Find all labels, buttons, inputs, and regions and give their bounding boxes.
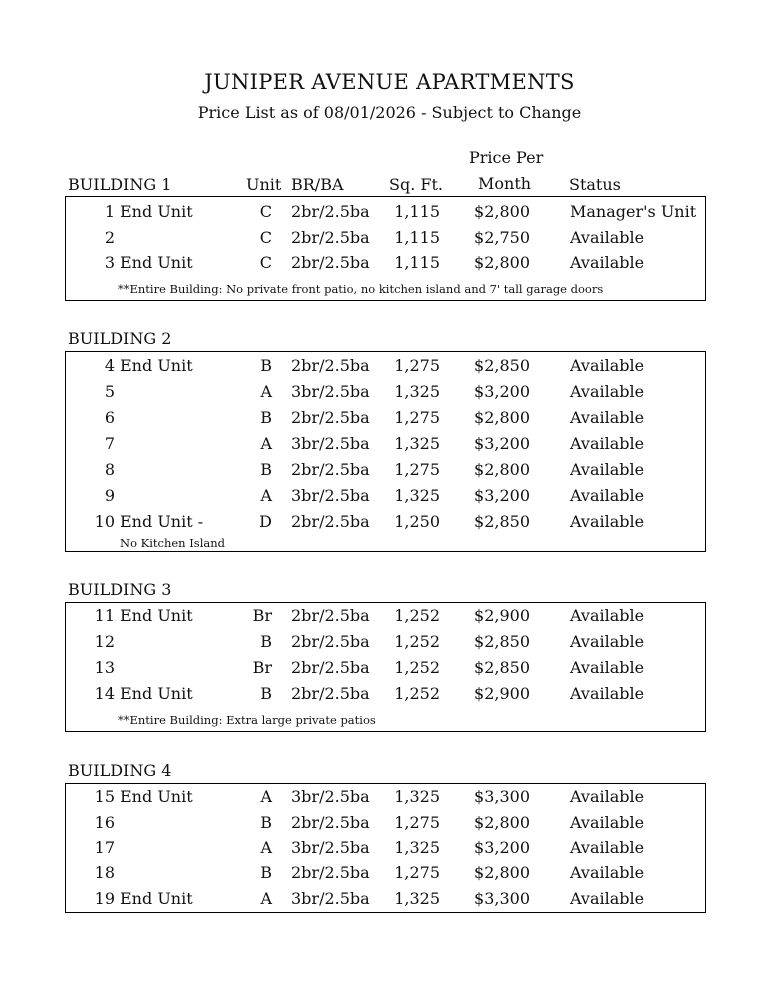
unit-price: $3,300 — [474, 787, 530, 806]
unit-sqft: 1,275 — [394, 863, 440, 882]
table-row — [66, 863, 705, 885]
unit-type: B — [260, 632, 272, 651]
unit-type: B — [260, 356, 272, 375]
unit-brba: 2br/2.5ba — [291, 863, 370, 882]
unit-number: 4 — [104, 356, 115, 375]
unit-price: $2,850 — [474, 658, 530, 677]
table-row — [66, 202, 705, 224]
unit-status: Available — [570, 512, 645, 531]
unit-description: End Unit — [120, 202, 193, 221]
unit-number: 2 — [104, 228, 115, 247]
header-price-line1: Price Per — [469, 148, 544, 167]
unit-description: End Unit - — [120, 512, 204, 531]
unit-type: B — [260, 408, 272, 427]
unit-brba: 2br/2.5ba — [291, 813, 370, 832]
unit-sqft: 1,115 — [394, 253, 440, 272]
unit-number: 8 — [104, 460, 115, 479]
unit-type: C — [259, 253, 272, 272]
table-row — [66, 813, 705, 835]
unit-type: Br — [252, 658, 272, 677]
unit-type: D — [259, 512, 272, 531]
unit-sqft: 1,252 — [394, 684, 440, 703]
table-row — [66, 408, 705, 430]
table-row — [66, 658, 705, 680]
unit-brba: 3br/2.5ba — [291, 434, 370, 453]
unit-price: $2,800 — [474, 253, 530, 272]
unit-number: 17 — [94, 838, 115, 857]
unit-brba: 2br/2.5ba — [291, 228, 370, 247]
building-note: **Entire Building: No private front patio, no kitchen island and 7' tall garage doors — [118, 282, 604, 296]
table-row — [66, 684, 705, 706]
unit-description: End Unit — [120, 684, 193, 703]
unit-status: Available — [570, 486, 645, 505]
building-table — [65, 196, 706, 301]
table-row — [66, 838, 705, 860]
unit-number: 19 — [94, 889, 115, 908]
unit-sqft: 1,275 — [394, 460, 440, 479]
unit-status: Available — [570, 787, 645, 806]
unit-sqft: 1,325 — [394, 486, 440, 505]
table-row — [66, 434, 705, 456]
unit-brba: 2br/2.5ba — [291, 512, 370, 531]
unit-price: $2,850 — [474, 512, 530, 531]
header-price-line2: Month — [478, 174, 532, 193]
unit-status: Available — [570, 889, 645, 908]
unit-status: Available — [570, 460, 645, 479]
table-row — [66, 889, 705, 911]
unit-brba: 2br/2.5ba — [291, 658, 370, 677]
table-row — [66, 356, 705, 378]
unit-description: End Unit — [120, 253, 193, 272]
unit-sqft: 1,252 — [394, 658, 440, 677]
unit-brba: 2br/2.5ba — [291, 606, 370, 625]
unit-sqft: 1,115 — [394, 228, 440, 247]
unit-sqft: 1,252 — [394, 632, 440, 651]
unit-type: B — [260, 813, 272, 832]
header-status: Status — [569, 175, 621, 194]
unit-status: Manager's Unit — [570, 202, 697, 221]
unit-price: $3,300 — [474, 889, 530, 908]
unit-status: Available — [570, 253, 645, 272]
table-row — [66, 606, 705, 628]
header-unit: Unit — [246, 175, 282, 194]
unit-number: 16 — [94, 813, 115, 832]
unit-status: Available — [570, 356, 645, 375]
unit-status: Available — [570, 838, 645, 857]
unit-brba: 2br/2.5ba — [291, 632, 370, 651]
building-note: **Entire Building: Extra large private patios — [118, 713, 376, 727]
unit-brba: 2br/2.5ba — [291, 460, 370, 479]
unit-sqft: 1,250 — [394, 512, 440, 531]
unit-price: $2,850 — [474, 356, 530, 375]
page-title: JUNIPER AVENUE APARTMENTS — [204, 70, 575, 94]
unit-number: 11 — [94, 606, 115, 625]
unit-type: A — [260, 382, 272, 401]
unit-type: B — [260, 460, 272, 479]
unit-number: 18 — [94, 863, 115, 882]
building-table — [65, 602, 706, 732]
unit-sqft: 1,325 — [394, 787, 440, 806]
unit-brba: 3br/2.5ba — [291, 382, 370, 401]
unit-brba: 3br/2.5ba — [291, 787, 370, 806]
building-name: BUILDING 1 — [68, 175, 172, 194]
unit-sqft: 1,275 — [394, 356, 440, 375]
unit-price: $2,750 — [474, 228, 530, 247]
unit-sqft: 1,252 — [394, 606, 440, 625]
unit-number: 9 — [104, 486, 115, 505]
unit-description: End Unit — [120, 356, 193, 375]
building-name: BUILDING 3 — [68, 580, 172, 599]
unit-description: End Unit — [120, 787, 193, 806]
unit-type: B — [260, 863, 272, 882]
building-name: BUILDING 4 — [68, 761, 172, 780]
unit-brba: 2br/2.5ba — [291, 684, 370, 703]
unit-brba: 2br/2.5ba — [291, 253, 370, 272]
unit-price: $2,900 — [474, 684, 530, 703]
unit-status: Available — [570, 606, 645, 625]
header-sqft: Sq. Ft. — [389, 175, 443, 194]
unit-status: Available — [570, 632, 645, 651]
unit-status: Available — [570, 863, 645, 882]
unit-price: $2,850 — [474, 632, 530, 651]
unit-subnote: No Kitchen Island — [120, 536, 225, 550]
unit-number: 1 — [104, 202, 115, 221]
unit-number: 14 — [94, 684, 115, 703]
unit-price: $3,200 — [474, 434, 530, 453]
unit-type: C — [259, 202, 272, 221]
unit-number: 10 — [94, 512, 115, 531]
unit-type: A — [260, 889, 272, 908]
unit-type: B — [260, 684, 272, 703]
unit-number: 6 — [104, 408, 115, 427]
unit-description: End Unit — [120, 606, 193, 625]
unit-sqft: 1,115 — [394, 202, 440, 221]
table-row — [66, 228, 705, 250]
unit-sqft: 1,325 — [394, 838, 440, 857]
table-row — [66, 486, 705, 508]
page-subtitle: Price List as of 08/01/2026 - Subject to Change — [197, 103, 582, 122]
table-row — [66, 512, 705, 534]
unit-type: A — [260, 486, 272, 505]
unit-number: 12 — [94, 632, 115, 651]
unit-price: $2,800 — [474, 863, 530, 882]
unit-status: Available — [570, 813, 645, 832]
unit-brba: 2br/2.5ba — [291, 202, 370, 221]
unit-sqft: 1,325 — [394, 434, 440, 453]
unit-sqft: 1,275 — [394, 408, 440, 427]
unit-price: $3,200 — [474, 486, 530, 505]
unit-type: A — [260, 838, 272, 857]
unit-type: Br — [252, 606, 272, 625]
unit-number: 3 — [104, 253, 115, 272]
unit-price: $3,200 — [474, 838, 530, 857]
unit-brba: 2br/2.5ba — [291, 356, 370, 375]
unit-number: 7 — [104, 434, 115, 453]
unit-type: C — [259, 228, 272, 247]
unit-brba: 3br/2.5ba — [291, 486, 370, 505]
table-row — [66, 787, 705, 809]
unit-status: Available — [570, 434, 645, 453]
unit-status: Available — [570, 228, 645, 247]
building-name: BUILDING 2 — [68, 329, 172, 348]
unit-brba: 2br/2.5ba — [291, 408, 370, 427]
unit-price: $2,900 — [474, 606, 530, 625]
unit-number: 15 — [94, 787, 115, 806]
unit-price: $2,800 — [474, 460, 530, 479]
unit-sqft: 1,325 — [394, 889, 440, 908]
unit-sqft: 1,325 — [394, 382, 440, 401]
unit-status: Available — [570, 408, 645, 427]
header-brba: BR/BA — [291, 175, 344, 194]
unit-brba: 3br/2.5ba — [291, 838, 370, 857]
table-row — [66, 382, 705, 404]
unit-price: $2,800 — [474, 202, 530, 221]
unit-price: $2,800 — [474, 813, 530, 832]
unit-number: 5 — [104, 382, 115, 401]
building-table — [65, 783, 706, 913]
unit-price: $3,200 — [474, 382, 530, 401]
table-row — [66, 253, 705, 275]
unit-price: $2,800 — [474, 408, 530, 427]
unit-number: 13 — [94, 658, 115, 677]
unit-description: End Unit — [120, 889, 193, 908]
unit-status: Available — [570, 382, 645, 401]
unit-type: A — [260, 434, 272, 453]
unit-status: Available — [570, 684, 645, 703]
building-table — [65, 351, 706, 552]
table-row — [66, 632, 705, 654]
table-row — [66, 460, 705, 482]
unit-brba: 3br/2.5ba — [291, 889, 370, 908]
unit-sqft: 1,275 — [394, 813, 440, 832]
unit-type: A — [260, 787, 272, 806]
unit-status: Available — [570, 658, 645, 677]
